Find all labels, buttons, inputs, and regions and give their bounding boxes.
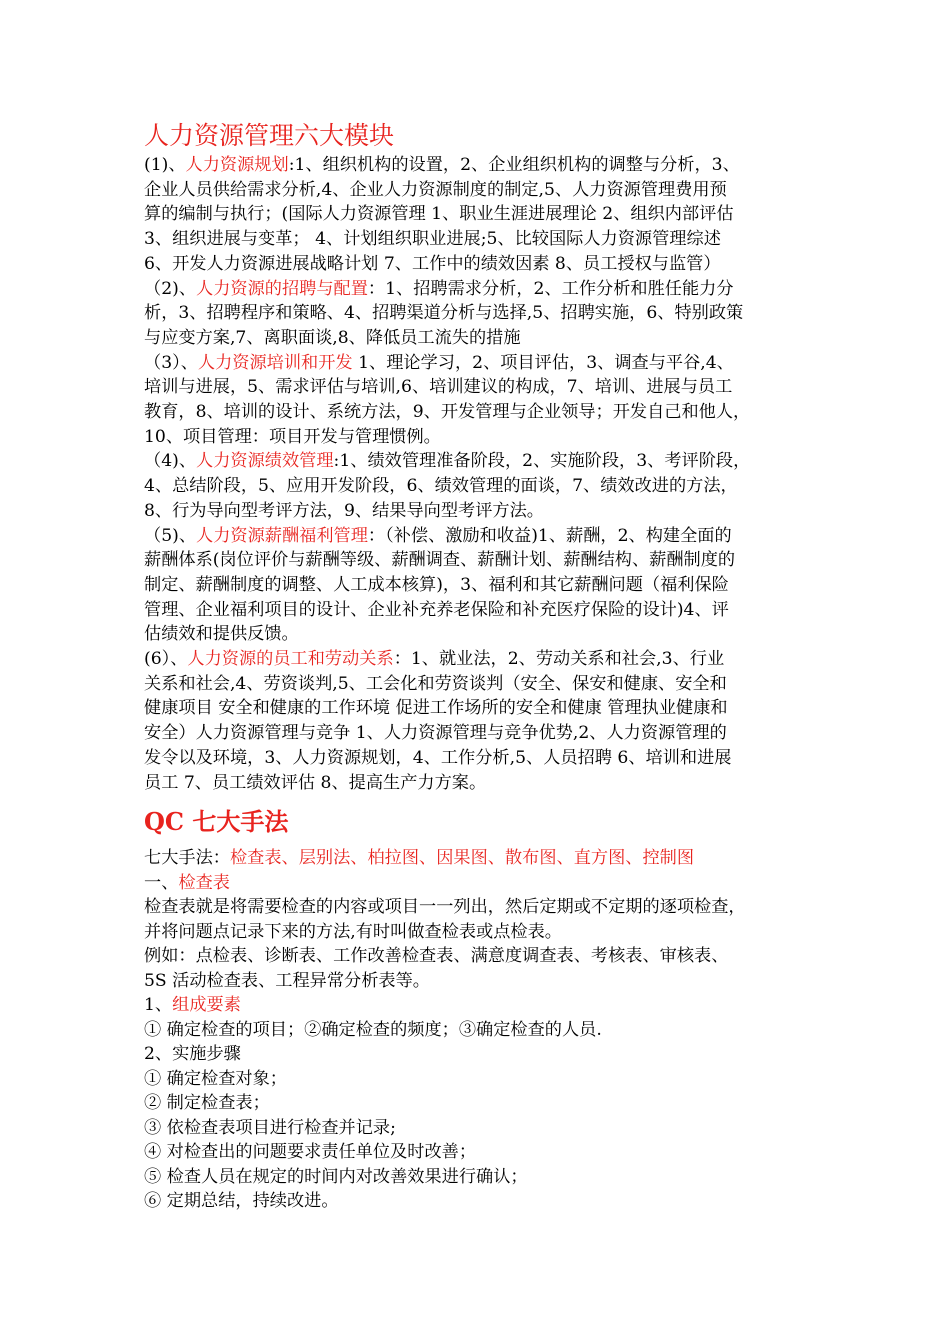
qc-text-line [144,1189,844,1213]
hr-text-line [144,622,844,646]
hr-text-line [144,178,844,202]
qc-text-line [144,944,844,968]
highlighted-term: 人力资源薪酬福利管理 [196,525,368,546]
text-segment: 并将问题点记录下来的方法,有时叫做查检表或点检表。 [144,921,562,942]
hr-text-line [144,672,844,696]
text-segment: 培训与进展，5、需求评估与培训,6、培训建议的构成，7、培训、进展与员工 [144,377,733,398]
text-segment: ：1、就业法，2、劳动关系和社会,3、行业 [393,649,725,669]
text-segment: 与应变方案,7、离职面谈,8、降低员工流失的措施 [144,327,521,348]
text-segment: (6）、 [144,649,188,669]
hr-text-line [144,449,844,473]
text-segment: ⑤ 检查人员在规定的时间内对改善效果进行确认； [144,1166,528,1187]
hr-text-line [144,746,844,770]
text-segment: ③ 依检查表项目进行检查并记录; [144,1117,396,1138]
highlighted-term: 组成要素 [172,995,241,1015]
highlighted-term: 人力资源培训和开发 [197,352,353,373]
text-segment: （3）、 [144,352,198,373]
qc-text-line [144,846,844,870]
hr-text-line [144,647,844,671]
text-segment: 制定、薪酬制度的调整、人工成本核算)，3、福利和其它薪酬问题（福利保险 [144,574,729,595]
qc-text-line [144,1067,844,1091]
qc-text-line [144,1140,844,1164]
text-segment: ① 确定检查对象； [144,1068,287,1089]
text-segment: :1、组织机构的设置，2、企业组织机构的调整与分析，3、 [288,155,740,175]
hr-text-line [144,499,844,523]
hr-text-line [144,548,844,572]
text-segment: 3、组织进展与变革； 4、计划组织职业进展;5、比较国际人力资源管理综述 [144,229,721,250]
hr-text-line [144,425,844,449]
highlighted-term: 人力资源的招聘与配置 [196,278,368,299]
hr-text-line [144,598,844,622]
hr-text-line [144,375,844,399]
text-segment: ① 确定检查的项目；②确定检查的频度；③确定检查的人员. [144,1019,602,1040]
hr-text-line [144,721,844,745]
text-segment: 2、实施步骤 [144,1044,241,1064]
qc-text-line [144,871,844,895]
qc-text-line [144,920,844,944]
hr-text-line [144,227,844,251]
text-segment: 1、 [144,995,173,1015]
qc-text-line [144,895,844,919]
hr-text-line [144,153,844,177]
hr-text-line [144,277,844,301]
text-segment: ⑥ 定期总结，持续改进。 [144,1191,339,1211]
text-segment: ② 制定检查表； [144,1093,270,1113]
text-segment: 薪酬体系(岗位评价与薪酬等级、薪酬调查、薪酬计划、薪酬结构、薪酬制度的 [144,550,736,571]
text-segment: 教育，8、培训的设计、系统方法，9、开发管理与企业领导；开发自己和他人， [144,402,751,422]
text-segment: 员工 7、员工绩效评估 8、提高生产力方案。 [144,772,487,793]
text-segment: 6、开发人力资源进展战略计划 7、工作中的绩效因素 8、员工授权与监管） [144,253,721,274]
hr-text-line [144,252,844,276]
qc-text-line [144,1116,844,1140]
hr-text-line [144,771,844,795]
highlighted-term: 人力资源规划 [185,155,289,175]
highlighted-term: 检查表 [178,872,230,893]
hr-text-line [144,474,844,498]
highlighted-term: 检查表、层别法、柏拉图、因果图、散布图、直方图、控制图 [229,848,695,868]
qc-text-line [144,993,844,1017]
text-segment: 七大手法： [144,848,230,868]
text-segment: 安全）人力资源管理与竞争 1、人力资源管理与竞争优势,2、人力资源管理的 [144,723,727,744]
text-segment: 例如：点检表、诊断表、工作改善检查表、满意度调查表、考核表、审核表、 [144,946,729,966]
qc-text-line [144,1091,844,1115]
qc-text-line [144,969,844,993]
text-segment: 管理、企业福利项目的设计、企业补充养老保险和补充医疗保险的设计)4、评 [144,599,729,620]
hr-text-line [144,696,844,720]
qc-text-line [144,1018,844,1042]
qc-section-title: QC 七大手法 [144,807,289,836]
text-segment: 发令以及环境，3、人力资源规划，4、工作分析,5、人员招聘 6、培训和进展 [144,747,732,768]
text-segment: （2)、 [144,278,197,299]
hr-text-line [144,301,844,325]
hr-text-line [144,524,844,548]
text-segment: 1、理论学习，2、项目评估，3、调查与平谷,4、 [352,352,734,373]
highlighted-term: 人力资源绩效管理 [196,451,334,472]
text-segment: (1)、 [144,155,186,175]
text-segment: 析，3、招聘程序和策略、4、招聘渠道分析与选择,5、招聘实施，6、特别政策 [144,303,744,324]
hr-text-line [144,202,844,226]
text-segment: 估绩效和提供反馈。 [144,624,299,645]
text-segment: 一、 [144,872,179,893]
text-segment: 企业人员供给需求分析,4、企业人力资源制度的制定,5、人力资源管理费用预 [144,179,727,200]
text-segment: ：1、招聘需求分析，2、工作分析和胜任能力分 [367,278,734,299]
hr-text-line [144,573,844,597]
qc-text-line [144,1042,844,1066]
text-segment: 8、行为导向型考评方法，9、结果导向型考评方法。 [144,500,544,521]
text-segment: （4)、 [144,451,197,472]
text-segment: 5S 活动检查表、工程异常分析表等。 [144,970,430,991]
text-segment: 10、项目管理：项目开发与管理惯例。 [144,426,441,447]
text-segment: 关系和社会,4、劳资谈判,5、工会化和劳资谈判（安全、保安和健康、安全和 [144,673,727,694]
text-segment: （5)、 [144,525,197,546]
hr-section-title: 人力资源管理六大模块 [144,121,395,150]
highlighted-term: 人力资源的员工和劳动关系 [187,649,394,669]
text-segment: ：（补偿、激励和收益)1、薪酬，2、构建全面的 [367,525,732,546]
text-segment: :1、绩效管理准备阶段，2、实施阶段，3、考评阶段， [333,451,751,472]
text-segment: 健康项目 安全和健康的工作环境 促进工作场所的安全和健康 管理执业健康和 [144,698,728,719]
qc-text-line [144,1165,844,1189]
hr-text-line [144,400,844,424]
hr-text-line [144,351,844,375]
text-segment: ④ 对检查出的问题要求责任单位及时改善； [144,1142,477,1162]
text-segment: 算的编制与执行；(国际人力资源管理 1、职业生涯进展理论 2、组织内部评估 [144,204,734,225]
hr-text-line [144,326,844,350]
text-segment: 检查表就是将需要检查的内容或项目一一列出，然后定期或不定期的逐项检查， [144,897,746,917]
text-segment: 4、总结阶段，5、应用开发阶段，6、绩效管理的面谈，7、绩效改进的方法， [144,476,738,497]
